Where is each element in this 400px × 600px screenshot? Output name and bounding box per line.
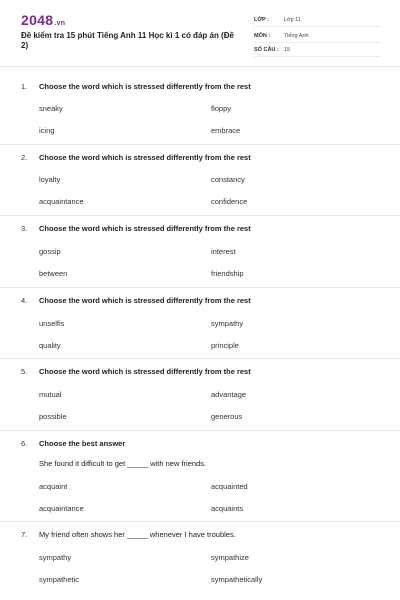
meta-count-label: SỐ CÂU :	[254, 47, 279, 53]
option-c[interactable]: acquaintance	[39, 197, 84, 206]
option-c[interactable]: icing	[39, 126, 55, 135]
logo-suffix: .vn	[54, 20, 66, 27]
option-c[interactable]: sympathetic	[39, 575, 80, 584]
question-text: Choose the word which is stressed differently from the rest	[39, 153, 251, 162]
meta-subject-value: Tiếng Anh	[284, 33, 309, 39]
meta-class-value: Lớp 11	[284, 17, 301, 23]
option-c[interactable]: acquaintance	[39, 504, 84, 513]
question-divider	[0, 358, 400, 359]
option-b[interactable]: acquainted	[211, 482, 248, 491]
quiz-header	[0, 0, 400, 67]
site-logo[interactable]	[21, 12, 65, 28]
question-number: 2.	[21, 153, 28, 162]
quiz-title: Đề kiểm tra 15 phút Tiếng Anh 11 Học kì 1 có đáp án (Đề 2)	[21, 31, 234, 50]
question-divider	[0, 144, 400, 145]
question-divider	[0, 521, 400, 522]
question-text: Choose the word which is stressed differently from the rest	[39, 296, 251, 305]
meta-count	[254, 45, 380, 57]
option-b[interactable]: floppy	[211, 104, 232, 113]
meta-subject	[254, 31, 380, 43]
option-a[interactable]: loyalty	[39, 175, 61, 184]
option-a[interactable]: unselfis	[39, 319, 65, 328]
question-number: 5.	[21, 367, 28, 376]
option-b[interactable]: constancy	[211, 175, 245, 184]
meta-class	[254, 15, 380, 27]
option-a[interactable]: mutual	[39, 390, 62, 399]
question-divider	[0, 215, 400, 216]
question-text: Choose the word which is stressed differently from the rest	[39, 367, 251, 376]
logo-text: 2048	[21, 12, 54, 28]
option-c[interactable]: possible	[39, 412, 67, 421]
option-d[interactable]: sympathetically	[211, 575, 263, 584]
option-d[interactable]: embrace	[211, 126, 241, 135]
option-b[interactable]: sympathize	[211, 553, 249, 562]
question-stem: My friend often shows her _____ whenever I have troubles.	[39, 530, 236, 539]
question-text: Choose the best answer	[39, 439, 126, 448]
question-text: Choose the word which is stressed differently from the rest	[39, 224, 251, 233]
question-number: 1.	[21, 82, 28, 91]
option-b[interactable]: advantage	[211, 390, 247, 399]
meta-subject-label: MÔN :	[254, 33, 271, 39]
option-a[interactable]: sympathy	[39, 553, 72, 562]
question-stem: She found it difficult to get _____ with new friends.	[39, 459, 207, 468]
meta-class-label: LỚP :	[254, 17, 269, 23]
meta-count-value: 15	[284, 47, 291, 53]
question-number: 3.	[21, 224, 28, 233]
question-number: 7.	[21, 530, 28, 539]
option-a[interactable]: sneaky	[39, 104, 63, 113]
option-d[interactable]: acquaints	[211, 504, 244, 513]
option-a[interactable]: gossip	[39, 247, 61, 256]
question-divider	[0, 430, 400, 431]
option-d[interactable]: principle	[211, 341, 239, 350]
option-b[interactable]: interest	[211, 247, 236, 256]
question-text: Choose the word which is stressed differently from the rest	[39, 82, 251, 91]
question-number: 6.	[21, 439, 28, 448]
option-a[interactable]: acquaint	[39, 482, 68, 491]
option-d[interactable]: confidence	[211, 197, 248, 206]
option-b[interactable]: sympathy	[211, 319, 244, 328]
option-d[interactable]: generous	[211, 412, 243, 421]
option-c[interactable]: quality	[39, 341, 61, 350]
option-c[interactable]: between	[39, 269, 68, 278]
question-divider	[0, 287, 400, 288]
question-number: 4.	[21, 296, 28, 305]
option-d[interactable]: friendship	[211, 269, 244, 278]
